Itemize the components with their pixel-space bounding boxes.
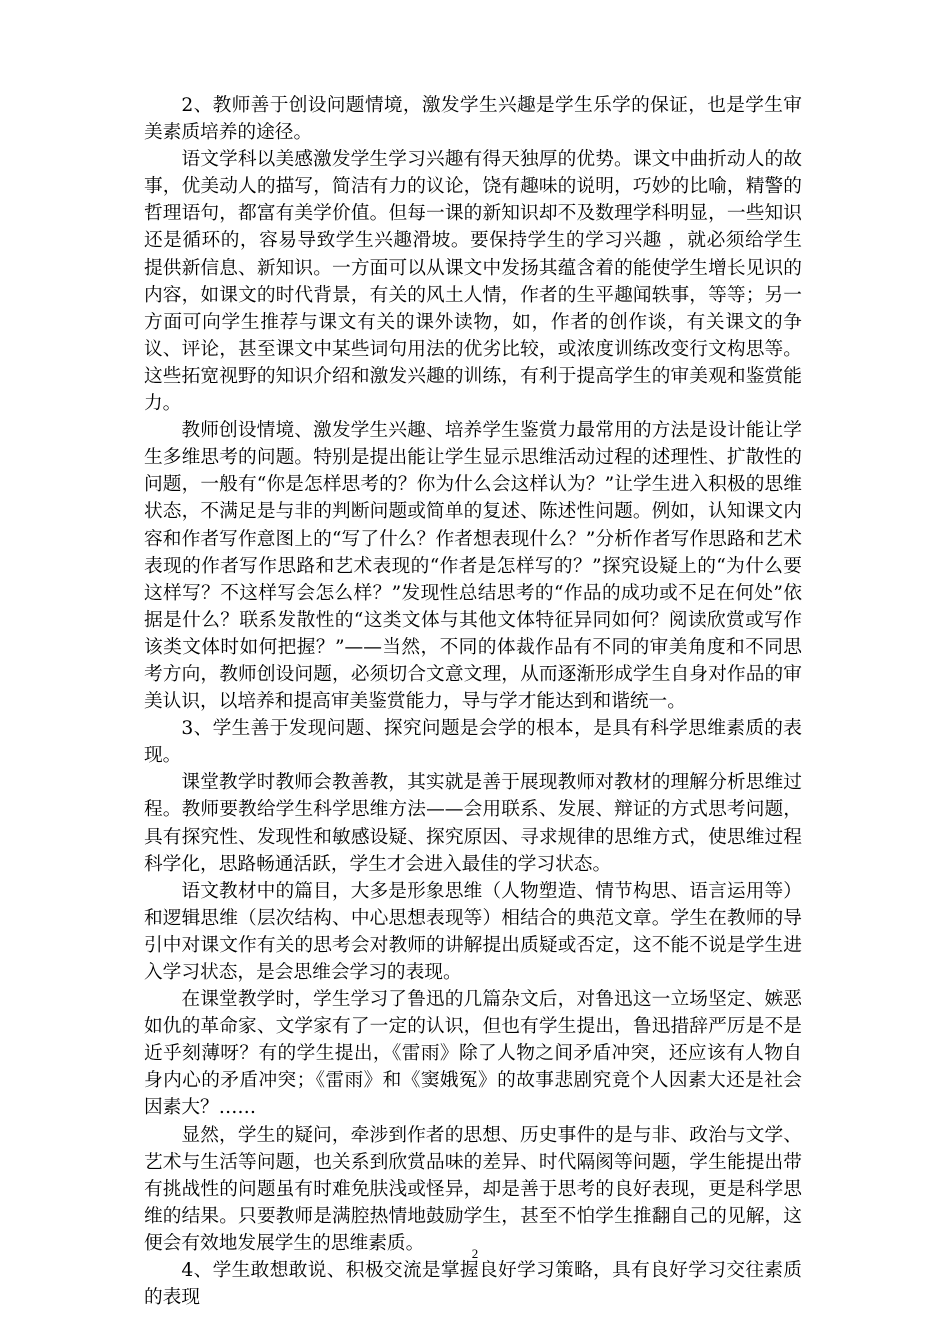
paragraph-section-3-heading: 3、学生善于发现问题、探究问题是会学的根本，是具有科学思维素质的表现。 xyxy=(144,718,802,767)
paragraph: 课堂教学时教师会教善教，其实就是善于展现教师对教材的理解分析思维过程。教师要教给学生科学思维方法——会用联系、发展、辩证的方式思考问题，具有探究性、发现性和敏感设疑、探究原因、寻求规律的思维方式，使思维过程科学化，思路畅通活跃，学生才会进入最佳的学习状态。 xyxy=(144,772,802,875)
paragraph-section-4-heading: 4、学生敢想敢说、积极交流是掌握良好学习策略，具有良好学习交往素质的表现 xyxy=(144,1260,802,1309)
paragraph: 在课堂教学时，学生学习了鲁迅的几篇杂文后，对鲁迅这一立场坚定、嫉恶如仇的革命家、文学家有了一定的认识，但也有学生提出，鲁迅措辞严厉是不是近乎刻薄呀？有的学生提出，《雷雨》除了人物之间矛盾冲突，还应该有人物自身内心的矛盾冲突；《雷雨》和《窦娥冤》的故事悲剧究竟个人因素大还是社会因素大？…… xyxy=(144,989,802,1119)
page-number: 2 xyxy=(471,1246,479,1261)
paragraph-section-2-heading: 2、教师善于创设问题情境，激发学生兴趣是学生乐学的保证，也是学生审美素质培养的途径。 xyxy=(144,95,802,144)
paragraph: 语文学科以美感激发学生学习兴趣有得天独厚的优势。课文中曲折动人的故事，优美动人的描写，简洁有力的议论，饶有趣味的说明，巧妙的比喻，精警的哲理语句，都富有美学价值。但每一课的新知识却不及数理学科明显，一些知识还是循环的，容易导致学生兴趣滑坡。要保持学生的学习兴趣 ，就必须给学生提供新信息、新知识。一方面可以从课文中发扬其蕴含着的能使学生增长见识的内容，如课文的时代背景，有关的风土人情，作者的生平趣闻轶事，等等；另一方面可向学生推荐与课文有关的课外读物，如，作者的创作谈，有关课文的争议、评论，甚至课文中某些词句用法的优劣比较，或浓度训练改变行文构思等。这些拓宽视野的知识介绍和激发兴趣的训练，有利于提高学生的审美观和鉴赏能力。 xyxy=(144,149,802,415)
paragraph: 语文教材中的篇目，大多是形象思维（人物塑造、情节构思、语言运用等）和逻辑思维（层次结构、中心思想表现等）相结合的典范文章。学生在教师的导引中对课文作有关的思考会对教师的讲解提出质疑或否定，这不能不说是学生进入学习状态，是会思维会学习的表现。 xyxy=(144,880,802,983)
paragraph: 教师创设情境、激发学生兴趣、培养学生鉴赏力最常用的方法是设计能让学生多维思考的问题。特别是提出能让学生显示思维活动过程的述理性、扩散性的问题，一般有“你是怎样思考的？你为什么会这样认为？”让学生进入积极的思维状态，不满足是与非的判断问题或简单的复述、陈述性问题。例如，认知课文内容和作者写作意图上的“写了什么？作者想表现什么？”分析作者写作思路和艺术表现的作者写作思路和艺术表现的“作者是怎样写的？”探究设疑上的“为什么要这样写？不这样写会怎么样？”发现性总结思考的“作品的成功或不足在何处”依据是什么？联系发散性的“这类文体与其他文体特征异同如何？阅读欣赏或写作该类文体时如何把握？”——当然，不同的体裁作品有不同的审美角度和不同思考方向，教师创设问题，必须切合文意文理，从而逐渐形成学生自身对作品的审美认识，以培养和提高审美鉴赏能力，导与学才能达到和谐统一。 xyxy=(144,420,802,713)
body-text xyxy=(144,92,802,1311)
paragraph: 显然，学生的疑问，牵涉到作者的思想、历史事件的是与非、政治与文学、艺术与生活等问题，也关系到欣赏品味的差异、时代隔阂等问题，学生能提出带有挑战性的问题虽有时难免肤浅或怪异，却是善于思考的良好表现，更是科学思维的结果。只要教师是满腔热情地鼓励学生，甚至不怕学生推翻自己的见解，这便会有效地发展学生的思维素质。 xyxy=(144,1124,802,1254)
